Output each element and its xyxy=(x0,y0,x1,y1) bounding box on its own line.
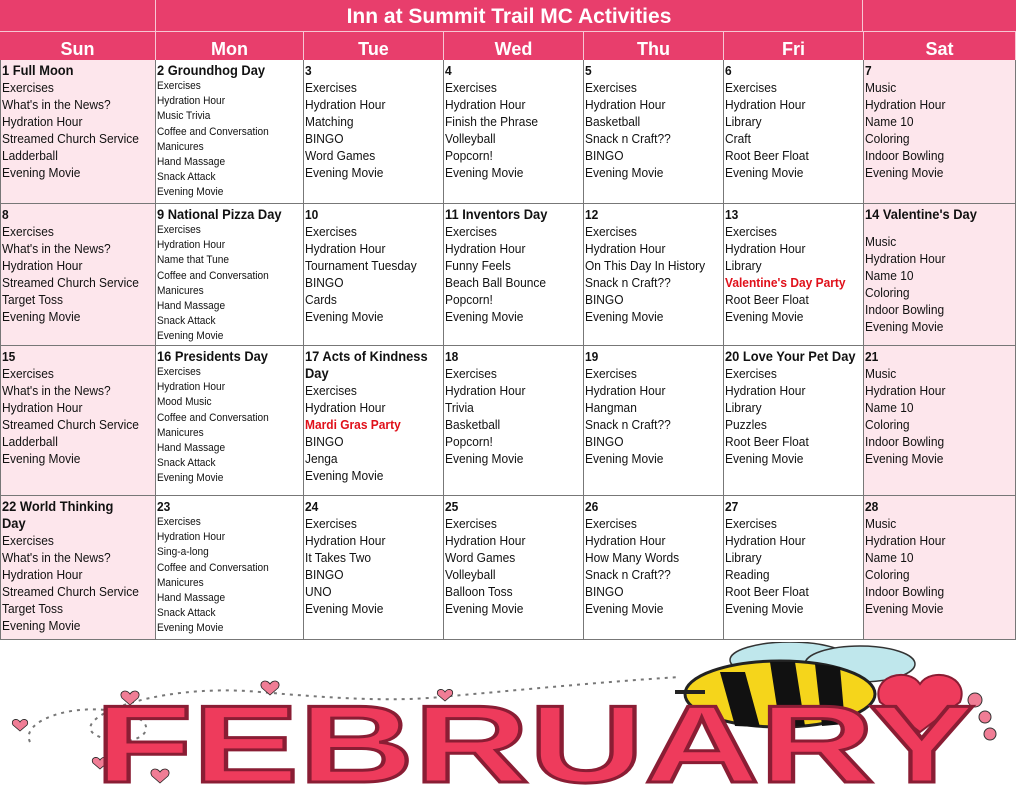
activity-item: Snack Attack xyxy=(157,607,216,620)
activity-item: Evening Movie xyxy=(445,451,524,466)
activity-item: Hydration Hour xyxy=(2,258,83,273)
activity-item: Evening Movie xyxy=(2,309,81,324)
day-cell xyxy=(444,60,584,204)
activity-item: Indoor Bowling xyxy=(865,434,945,449)
activity-item: Exercises xyxy=(305,224,357,239)
week-row xyxy=(0,346,1016,496)
day-cell xyxy=(444,204,584,346)
day-cell xyxy=(156,204,304,346)
activity-item: Exercises xyxy=(157,366,201,378)
day-cell xyxy=(444,346,584,496)
activity-item: Exercises xyxy=(2,533,54,548)
activity-item: Hydration Hour xyxy=(305,241,386,256)
activity-item: Popcorn! xyxy=(445,148,493,163)
activity-item: Evening Movie xyxy=(157,186,224,199)
activity-item: Streamed Church Service xyxy=(2,275,139,290)
day-cell xyxy=(444,496,584,640)
activity-item: Evening Movie xyxy=(2,165,81,180)
activity-item: Evening Movie xyxy=(585,451,664,466)
activity-item: Streamed Church Service xyxy=(2,131,139,146)
day-cell xyxy=(156,346,304,496)
activity-item: BINGO xyxy=(585,434,624,449)
day-cell xyxy=(0,346,156,496)
day-cell xyxy=(864,204,1016,346)
activity-item: Coloring xyxy=(865,567,910,582)
weekday-header-mon: Mon xyxy=(156,31,304,60)
week-row xyxy=(0,204,1016,346)
activity-item: Evening Movie xyxy=(305,468,384,483)
activity-item: Library xyxy=(725,114,762,129)
activity-item: What's in the News? xyxy=(2,241,111,256)
activity-item: BINGO xyxy=(585,148,624,163)
day-cell xyxy=(0,60,156,204)
day-cell xyxy=(304,496,444,640)
day-cell xyxy=(724,60,864,204)
activity-item: It Takes Two xyxy=(305,550,372,565)
activity-item: BINGO xyxy=(305,131,344,146)
activity-item: BINGO xyxy=(305,567,344,582)
day-cell xyxy=(864,346,1016,496)
weekday-header-sat: Sat xyxy=(864,31,1016,60)
activity-item: Ladderball xyxy=(2,434,58,449)
activity-item: Evening Movie xyxy=(585,309,664,324)
activity-item: Evening Movie xyxy=(305,165,384,180)
activity-item: What's in the News? xyxy=(2,383,111,398)
day-heading: 8 xyxy=(2,207,9,222)
week-row xyxy=(0,496,1016,640)
activity-item: Exercises xyxy=(725,80,777,95)
activity-item: Jenga xyxy=(305,451,338,466)
day-heading: 7 xyxy=(865,63,872,78)
day-heading: 26 xyxy=(585,499,599,514)
day-heading: 23 xyxy=(157,499,171,514)
activity-item: Exercises xyxy=(157,224,201,236)
activity-item: Exercises xyxy=(725,224,777,239)
activity-item: Evening Movie xyxy=(2,618,81,633)
activity-item: Hydration Hour xyxy=(445,97,526,112)
day-cell xyxy=(584,204,724,346)
activity-item: Evening Movie xyxy=(585,165,664,180)
activity-item: Hydration Hour xyxy=(157,531,226,544)
activity-item: Snack Attack xyxy=(157,171,216,184)
activity-item: Manicures xyxy=(157,140,204,153)
activity-item: Basketball xyxy=(585,114,641,129)
day-heading: 24 xyxy=(305,499,319,514)
activity-item: Puzzles xyxy=(725,417,767,432)
activity-item: Root Beer Float xyxy=(725,584,809,599)
activity-item: Music xyxy=(865,80,897,95)
day-heading: 10 xyxy=(305,207,319,222)
activity-item: Evening Movie xyxy=(865,451,944,466)
activity-item: Manicures xyxy=(157,284,204,297)
activity-item: Snack n Craft?? xyxy=(585,131,671,146)
activity-item: Evening Movie xyxy=(865,319,944,334)
activity-item: Manicures xyxy=(157,576,204,589)
activity-item: Streamed Church Service xyxy=(2,417,139,432)
activity-item: Library xyxy=(725,258,762,273)
weekday-header-tue: Tue xyxy=(304,31,444,60)
activity-item: Hydration Hour xyxy=(305,400,386,415)
activity-item: Coloring xyxy=(865,417,910,432)
day-heading: 18 xyxy=(445,349,459,364)
activity-item: Reading xyxy=(725,567,770,582)
activity-item: Snack n Craft?? xyxy=(585,567,671,582)
activity-item: Exercises xyxy=(157,516,201,528)
activity-item: Hand Massage xyxy=(157,592,226,605)
activity-item: Hand Massage xyxy=(157,442,226,455)
activity-item: Word Games xyxy=(305,148,376,163)
day-cell xyxy=(724,496,864,640)
activity-item: Exercises xyxy=(2,366,54,381)
activity-item: Music xyxy=(865,516,897,531)
activity-item: Craft xyxy=(725,131,751,146)
activity-item: BINGO xyxy=(305,434,344,449)
activity-item: Exercises xyxy=(305,80,357,95)
activity-item: Exercises xyxy=(445,224,497,239)
activity-item: Balloon Toss xyxy=(445,584,513,599)
day-cell xyxy=(864,60,1016,204)
activity-item: Tournament Tuesday xyxy=(305,258,417,273)
activity-item: Evening Movie xyxy=(725,309,804,324)
activity-item: Day xyxy=(2,515,26,531)
day-heading: 16 Presidents Day xyxy=(157,348,268,364)
title-bar-spacer xyxy=(863,0,1016,31)
activity-item: Music Trivia xyxy=(157,110,211,123)
activity-item: Evening Movie xyxy=(865,601,944,616)
activity-item: BINGO xyxy=(305,275,344,290)
activity-item: Valentine's Day Party xyxy=(725,275,846,290)
activity-item: Coloring xyxy=(865,285,910,300)
day-cell xyxy=(304,204,444,346)
activity-item: Popcorn! xyxy=(445,434,493,449)
day-heading: 17 Acts of Kindness xyxy=(305,348,428,364)
activity-item: Root Beer Float xyxy=(725,292,809,307)
day-cell xyxy=(584,496,724,640)
day-heading: 11 Inventors Day xyxy=(445,206,548,222)
activity-item: Hydration Hour xyxy=(305,533,386,548)
activity-item: Evening Movie xyxy=(445,309,524,324)
day-cell xyxy=(304,60,444,204)
title-bar xyxy=(0,0,1016,31)
activity-item: Evening Movie xyxy=(305,601,384,616)
activity-item: Evening Movie xyxy=(445,601,524,616)
activity-item: Indoor Bowling xyxy=(865,584,945,599)
activity-item: Snack Attack xyxy=(157,457,216,470)
day-heading: 20 Love Your Pet Day xyxy=(725,348,856,364)
activity-item: Evening Movie xyxy=(157,330,224,343)
activity-item: Target Toss xyxy=(2,601,63,616)
activity-item: Evening Movie xyxy=(725,165,804,180)
activity-item: Exercises xyxy=(725,516,777,531)
activity-item: Hydration Hour xyxy=(865,533,946,548)
day-heading: 2 Groundhog Day xyxy=(157,62,266,78)
day-heading: 21 xyxy=(865,349,879,364)
activity-item: Hand Massage xyxy=(157,300,226,313)
activity-item: Exercises xyxy=(725,366,777,381)
activity-item: Hydration Hour xyxy=(445,383,526,398)
weekday-header-sun: Sun xyxy=(0,31,156,60)
activity-item: Word Games xyxy=(445,550,516,565)
activity-item: Library xyxy=(725,550,762,565)
day-cell xyxy=(156,496,304,640)
weekday-header-thu: Thu xyxy=(584,31,724,60)
activity-item: Basketball xyxy=(445,417,501,432)
activity-item: Snack n Craft?? xyxy=(585,417,671,432)
day-cell xyxy=(0,204,156,346)
activity-item: Evening Movie xyxy=(725,601,804,616)
activity-item: Hydration Hour xyxy=(445,533,526,548)
activity-item: Evening Movie xyxy=(157,622,224,635)
activity-item: Volleyball xyxy=(445,567,496,582)
activity-item: Name 10 xyxy=(865,114,914,129)
activity-item: Evening Movie xyxy=(2,451,81,466)
activity-item: Hydration Hour xyxy=(725,97,806,112)
weekday-header-fri: Fri xyxy=(724,31,864,60)
day-heading: 25 xyxy=(445,499,459,514)
activity-item: Name 10 xyxy=(865,268,914,283)
activity-item: Exercises xyxy=(585,516,637,531)
activity-item: Hydration Hour xyxy=(585,241,666,256)
activity-item: Hydration Hour xyxy=(865,97,946,112)
activity-item: Exercises xyxy=(157,80,201,92)
activity-item: Indoor Bowling xyxy=(865,302,945,317)
activity-item: Manicures xyxy=(157,426,204,439)
activity-item: Hydration Hour xyxy=(725,241,806,256)
activity-item: Indoor Bowling xyxy=(865,148,945,163)
week-row xyxy=(0,60,1016,204)
activity-item: Finish the Phrase xyxy=(445,114,539,129)
activity-item: Hand Massage xyxy=(157,156,226,169)
activity-item: Exercises xyxy=(445,366,497,381)
activity-item: Exercises xyxy=(445,516,497,531)
day-cell xyxy=(584,60,724,204)
day-heading: 3 xyxy=(305,63,312,78)
day-heading: 12 xyxy=(585,207,599,222)
activity-item: Day xyxy=(305,365,329,381)
activity-item: Hydration Hour xyxy=(865,251,946,266)
activity-item: Music xyxy=(865,234,897,249)
activity-item: Root Beer Float xyxy=(725,434,809,449)
activity-item: Library xyxy=(725,400,762,415)
activity-item xyxy=(865,223,1003,233)
activity-item: Trivia xyxy=(445,400,474,415)
activity-item: Exercises xyxy=(585,80,637,95)
day-cell xyxy=(584,346,724,496)
activity-item: Funny Feels xyxy=(445,258,511,273)
activity-item: Hydration Hour xyxy=(2,114,83,129)
activity-item: Exercises xyxy=(445,80,497,95)
activity-item: Hydration Hour xyxy=(445,241,526,256)
activity-item: Beach Ball Bounce xyxy=(445,275,547,290)
activity-item: Music xyxy=(865,366,897,381)
activity-item: How Many Words xyxy=(585,550,680,565)
activity-item: Coffee and Conversation xyxy=(157,269,269,282)
day-cell xyxy=(724,346,864,496)
activity-item: On This Day In History xyxy=(585,258,706,273)
activity-item: What's in the News? xyxy=(2,97,111,112)
activity-item: Root Beer Float xyxy=(725,148,809,163)
activity-item: Coffee and Conversation xyxy=(157,561,269,574)
day-heading: 19 xyxy=(585,349,599,364)
activity-item: Evening Movie xyxy=(865,165,944,180)
activity-item: UNO xyxy=(305,584,332,599)
activity-item: Snack n Craft?? xyxy=(585,275,671,290)
day-heading: 5 xyxy=(585,63,592,78)
activity-item: Coffee and Conversation xyxy=(157,125,269,138)
activity-item: Matching xyxy=(305,114,354,129)
activity-item: Snack Attack xyxy=(157,315,216,328)
activity-item: Cards xyxy=(305,292,337,307)
february-banner xyxy=(0,642,1016,785)
activity-item: Exercises xyxy=(2,224,54,239)
activity-item: Exercises xyxy=(2,80,54,95)
activity-item: Hydration Hour xyxy=(585,97,666,112)
activity-item: Evening Movie xyxy=(157,472,224,485)
weekday-header-wed: Wed xyxy=(444,31,584,60)
activity-item: Target Toss xyxy=(2,292,63,307)
weekday-header-row xyxy=(0,31,1016,60)
activity-item: Name that Tune xyxy=(157,254,230,267)
activity-item: Hydration Hour xyxy=(725,383,806,398)
activity-item: Exercises xyxy=(585,224,637,239)
activity-item: BINGO xyxy=(585,292,624,307)
activity-item: Hydration Hour xyxy=(157,381,226,394)
activity-item: Volleyball xyxy=(445,131,496,146)
activity-item: Popcorn! xyxy=(445,292,493,307)
activity-item: Sing-a-long xyxy=(157,546,209,559)
activity-item: Hydration Hour xyxy=(865,383,946,398)
day-heading: 9 National Pizza Day xyxy=(157,206,282,222)
activity-item: Hydration Hour xyxy=(725,533,806,548)
activity-item: Hydration Hour xyxy=(585,533,666,548)
activity-item: Mardi Gras Party xyxy=(305,417,401,432)
day-cell xyxy=(724,204,864,346)
activity-item: Evening Movie xyxy=(585,601,664,616)
activity-item: Coffee and Conversation xyxy=(157,411,269,424)
activity-item: Ladderball xyxy=(2,148,58,163)
activity-item: Hydration Hour xyxy=(2,567,83,582)
activity-item: BINGO xyxy=(585,584,624,599)
activity-item: Hangman xyxy=(585,400,637,415)
day-heading: 28 xyxy=(865,499,879,514)
day-cell xyxy=(304,346,444,496)
activity-item: Evening Movie xyxy=(445,165,524,180)
activity-item: Coloring xyxy=(865,131,910,146)
day-heading: 14 Valentine's Day xyxy=(865,206,977,222)
day-heading: 15 xyxy=(2,349,16,364)
calendar-title: Inn at Summit Trail MC Activities xyxy=(156,0,863,31)
day-heading: 4 xyxy=(445,63,452,78)
activity-item: Evening Movie xyxy=(725,451,804,466)
day-heading: 27 xyxy=(725,499,739,514)
day-cell xyxy=(864,496,1016,640)
activity-item: Hydration Hour xyxy=(585,383,666,398)
day-cell xyxy=(156,60,304,204)
activity-item: Exercises xyxy=(305,516,357,531)
activity-item: Hydration Hour xyxy=(157,95,226,108)
activity-item: Name 10 xyxy=(865,400,914,415)
banner-word: FEBRUARY xyxy=(95,683,976,785)
day-heading: 13 xyxy=(725,207,739,222)
activity-item: What's in the News? xyxy=(2,550,111,565)
day-heading: 22 World Thinking xyxy=(2,498,114,514)
day-heading: 1 Full Moon xyxy=(2,62,74,78)
activity-item: Name 10 xyxy=(865,550,914,565)
day-cell xyxy=(0,496,156,640)
activity-item: Hydration Hour xyxy=(2,400,83,415)
activity-item: Exercises xyxy=(585,366,637,381)
banner-graphic xyxy=(0,642,1016,785)
activity-item: Hydration Hour xyxy=(157,239,226,252)
day-heading: 6 xyxy=(725,63,732,78)
title-bar-spacer xyxy=(0,0,156,31)
activity-item: Streamed Church Service xyxy=(2,584,139,599)
activity-item: Exercises xyxy=(305,383,357,398)
activity-item: Mood Music xyxy=(157,396,212,409)
activity-item: Evening Movie xyxy=(305,309,384,324)
activity-item: Hydration Hour xyxy=(305,97,386,112)
